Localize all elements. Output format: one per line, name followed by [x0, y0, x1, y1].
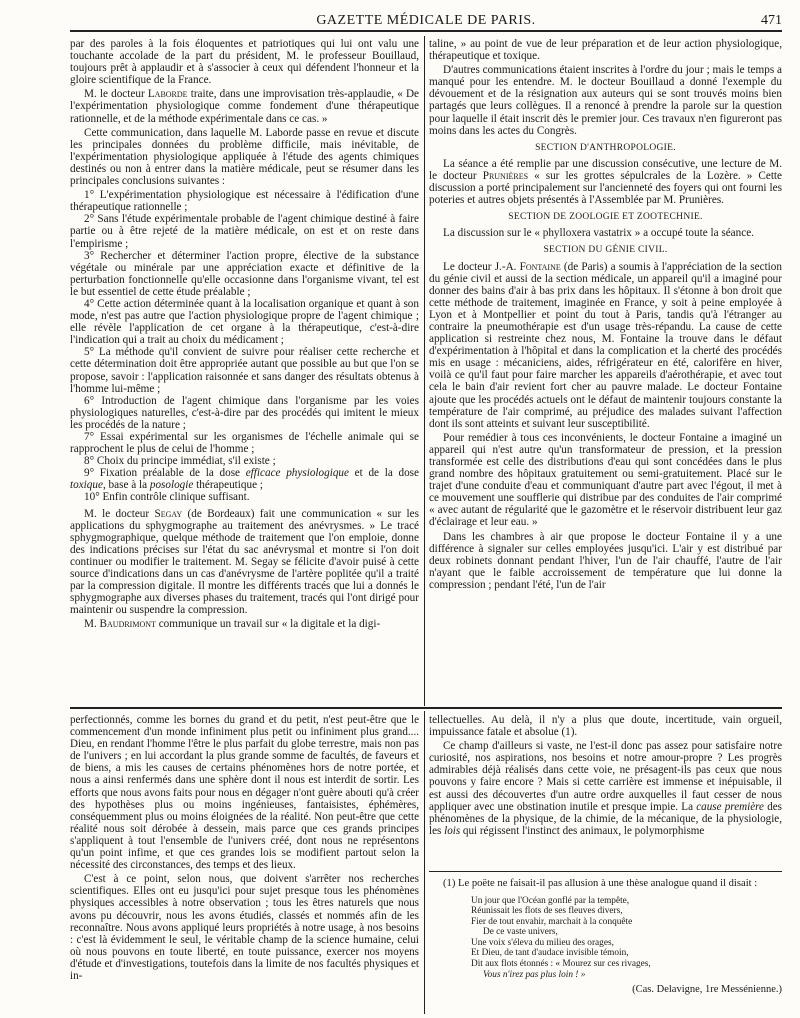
- list-item: 9° Fixation préalable de la dose efficace physiologique et de la dose toxique, base à la posologie thérapeutique ;: [70, 467, 419, 492]
- poem-line: Un jour que l'Océan gonflé par la tempête,: [471, 895, 630, 906]
- footnote-text: (1) Le poëte ne faisait-il pas allusion à une thèse analogue quand il disait :: [443, 878, 758, 889]
- poem-line: Une voix s'éleva du milieu des orages,: [471, 937, 614, 948]
- paragraph: perfectionnés, comme les bornes du grand et du petit, n'est peut-être que le commencement d'un monde infiniment plus petit ou infiniment plus grand.... Dieu, en rendant l'homme l'être le plus parfait du globe terrestre, mais non pas de l'univers ; en lui accordant la plus grande somme de facultés, de faveurs et de biens, a mis les causes de certains phénomènes hors de notre portée, et nous a ainsi renfermés dans une sphère dont il nous est interdit de sortir. Les efforts que nous avons faits pour nous en dégager n'ont guère abouti qu'à créer des hypothèses plus ou moins ingénieuses, fantaisistes, éphémères, conséquemment plus ou moins éloignées de la réalité. Non peut-être que cette réalité nous soit dérobée à dessein, mais parce que ces grands principes s'appliquent à tout l'ensemble de l'univers créé, dont nous ne représentons qu'un point infime, et que ces grandes lois se modifient partout selon la nécessité des circonstances, des temps et des lieux.: [70, 714, 419, 872]
- list-item: 8° Choix du principe immédiat, s'il existe ;: [84, 455, 276, 468]
- footnote-divider: [429, 871, 782, 872]
- list-item: 3° Rechercher et déterminer l'action propre, élective de la substance végétale ou minérale par une appréciation exacte et définitive de la perturbation fonctionnelle qu'elle occasionne dans l'organisme vivant, tel est le but essentiel de cette étude préalable ;: [70, 249, 419, 298]
- column-divider-bottom: [424, 711, 425, 1014]
- paragraph: M. Baudrimont communique un travail sur « la digitale et la digi-: [84, 618, 381, 631]
- paragraph: tellectuelles. Au delà, il n'y a plus que doute, incertitude, vain orgueil, impuissance fatale et absolue (1).: [429, 714, 782, 739]
- paragraph: Dans les chambres à air que propose le docteur Fontaine il y a une différence à signaler sur celles employées jusqu'ici. L'air y est distribué par deux robinets donnant pendant l'hiver, l'un de l'air chauffé, l'autre de l'air n'ayant que le faible accroissement de température que lui donne la compression ; pendant l'été, l'un de l'air: [429, 530, 782, 591]
- paragraph: taline, » au point de vue de leur préparation et de leur action physiologique, thérapeutique et toxique.: [429, 38, 782, 63]
- column-bottom-right: [429, 714, 782, 869]
- paragraph: M. le docteur Laborde traite, dans une improvisation très-applaudie, « De l'expérimentation physiologique comme fondement d'une thérapeutique rationnelle, et de la méthode expérimentale dans ce cas. »: [70, 88, 419, 125]
- list-item: 4° Cette action déterminée quant à la localisation organique et quant à son mode, n'est pas autre que l'action physiologique propre de l'agent chimique ; elle révèle l'application de cet organe à la thérapeutique, c'est-à-dire l'indication qui a trait au choix du médicament ;: [70, 297, 419, 347]
- section-divider: [70, 707, 782, 709]
- column-bottom-left: [70, 714, 419, 1014]
- poem-line: Vous n'irez pas plus loin ! »: [483, 969, 586, 980]
- paragraph: D'autres communications étaient inscrites à l'ordre du jour ; mais le temps a manqué pour les entendre. M. le docteur Bouillaud a donné l'exemple du dévouement et de la résignation aux auteurs qui se sont trouvés moins bien partagés que leurs collègues. Il a renoncé à prendre la parole sur la question pour laquelle il était inscrit dès le premier jour. Ces travaux n'en figureront pas moins dans les actes du Congrès.: [429, 64, 782, 137]
- section-heading: SECTION DU GÉNIE CIVIL.: [543, 245, 668, 256]
- paragraph: par des paroles à la fois éloquentes et patriotiques qui lui ont valu une touchante accolade de la part du président, M. le professeur Bouillaud, toujours prêt à applaudir et à s'associer à ceux qui défendent l'honneur et la gloire scientifique de la France.: [70, 38, 419, 87]
- paragraph: C'est à ce point, selon nous, que doivent s'arrêter nos recherches scientifiques. Elles ont eu jusqu'ici pour sujet presque tous les phénomènes physiques accessibles à notre observation ; tous les êtres naturels que nous avons pu découvrir, nous les avons étudiés, classés et nommés afin de les reconnaître. Nous avons appliqué leurs propriétés à notre usage, à nos besoins : c'est là évidemment le seul, le véritable champ de la science humaine, celui où nous pouvons en toute liberté, en toute puissance, exercer nos moyens d'étude et d'investigations, toutefois dans la limite de nos facultés physiques et in-: [70, 873, 419, 982]
- poem-line: Réunissait les flots de ses fleuves divers,: [471, 906, 623, 917]
- page-number: 471: [761, 13, 782, 28]
- author-name: J.-A. Fontaine: [494, 260, 561, 273]
- paragraph: Ce champ d'ailleurs si vaste, ne l'est-il donc pas assez pour satisfaire notre curiosité, nos aspirations, nos besoins et notre amour-propre ? Les progrès admirables déjà réalisés dans cette voie, ne présagent-ils pas ceux que nous pouvons y faire encore ? Mais si cette carrière est immense et inépuisable, il est aussi des découvertes d'un autre ordre auxquelles il faut cesser de nous appliquer avec une obstination inutile et presque impie. La cause première des phénomènes de la physique, de la chimie, de la mécanique, de la physiologie, les lois qui régissent l'instinct des animaux, le polymorphisme: [429, 740, 782, 837]
- author-name: Prunières: [482, 169, 529, 182]
- list-item: 5° La méthode qu'il convient de suivre pour réaliser cette recherche et cette détermination doit être appropriée autant que possible au but que l'on se propose, savoir : l'application raisonnée et sans danger des résultats obtenus à l'homme lui-même ;: [70, 346, 419, 395]
- list-item: 2° Sans l'étude expérimentale probable de l'agent chimique destiné à faire partie ou à être rejeté de la matière médicale, on est et on reste dans l'empirisme ;: [70, 213, 419, 250]
- poem-line: De ce vaste univers,: [483, 927, 558, 938]
- list-item: 6° Introduction de l'agent chimique dans l'organisme par les voies physiologiques naturelles, c'est-à-dire par des procédés qui imitent le mieux les procédés de la nature ;: [70, 394, 419, 431]
- journal-title: GAZETTE MÉDICALE DE PARIS.: [316, 13, 536, 28]
- section-heading: SECTION DE ZOOLOGIE ET ZOOTECHNIE.: [508, 212, 703, 223]
- paragraph: La séance a été remplie par une discussion consécutive, une lecture de M. le docteur Prunières « sur les grottes sépulcrales de la Lozère. » Cette discussion a porté principalement sur l'ancienneté des foyers qui ont fourni les poteries et autres objets présentés à l'Assemblée par M. Prunières.: [429, 157, 782, 207]
- poem-line: Et Dieu, de tant d'audace invisible témoin,: [471, 948, 629, 959]
- author-name: Baudrimont: [99, 618, 156, 631]
- poem-line: Fier de tout envahir, marchait à la conquête: [471, 916, 633, 927]
- list-item: 7° Essai expérimental sur les organismes de l'échelle animale qui se rapprochent le plus de celui de l'homme ;: [70, 431, 419, 456]
- paragraph: Cette communication, dans laquelle M. Laborde passe en revue et discute les principales données du problème difficile, mais inévitable, de l'expérimentation physiologique appliquée à l'étude des agents chimiques destinés ou non à entrer dans la matière médicale, peut se résumer dans les principales conclusions suivantes :: [70, 126, 419, 188]
- page-header: [70, 12, 782, 32]
- poem-attribution: (Cas. Delavigne, 1re Messénienne.): [632, 984, 782, 996]
- paragraph: La discussion sur le « phylloxera vastatrix » a occupé toute la séance.: [443, 227, 754, 240]
- author-name: Laborde: [147, 88, 188, 101]
- paragraph: M. le docteur Segay (de Bordeaux) fait une communication « sur les applications du sphygmographe au traitement des anévrysmes. » Le tracé sphygmographique, quelque méthode de traitement que l'on emploie, donne des indications précises sur l'état du sac anévrysmal et montre si l'on doit continuer ou modifier le traitement. M. Segay se félicite d'avoir puisé à cette source d'indications dans un cas d'anévrysme de l'artère poplitée qu'il a traité par la compression digitale. Il montre les différents tracés que lui a donnés le sphygmographe aux diverses phases du traitement, tracés qui l'ont dirigé pour maintenir ou suspendre la compression.: [70, 507, 419, 617]
- list-item: 1° L'expérimentation physiologique est nécessaire à l'édification d'une thérapeutique rationnelle ;: [70, 189, 419, 214]
- column-top-left: [70, 38, 419, 705]
- paragraph: Le docteur J.-A. Fontaine (de Paris) a soumis à l'appréciation de la section du génie civil et aussi de la section médicale, un appareil qu'il a imaginé pour donner des bains d'air à bas prix dans les hôpitaux. Il s'étonne à bon droit que cette méthode de traitement, imaginée en France, y soit à peine employée à Lyon et à Montpellier et point du tout à Paris, tandis qu'à l'étranger au contraire la pneumothérapie est d'un usage très-répandu. La cause de cette application si restreinte chez nous, M. Fontaine la trouve dans le défaut d'expérimentation à l'hôpital et dans la complication et la cherté des procédés mis en usage : mécaniciens, aides, réfrigérateur en été, calorifère en hiver, voilà ce qu'il faut pour faire marcher les appareils d'aérothérapie, et avec tout cela le bain d'air revient fort cher au pauvre malade. Le docteur Fontaine ajoute que les procédés actuels ont le défaut de maintenir toujours constante la température de l'air comprimé, au préjudice des malades suivant l'affection dont ils sont atteints et suivant leur susceptibilité.: [429, 260, 782, 430]
- list-item: 10° Enfin contrôle clinique suffisant.: [84, 491, 250, 504]
- poem: [471, 896, 782, 981]
- author-name: Segay: [154, 507, 183, 520]
- poem-line: Dit aux flots étonnés : « Mourez sur ces rivages,: [471, 959, 651, 970]
- footnote: [429, 878, 782, 1014]
- section-heading: SECTION D'ANTHROPOLOGIE.: [535, 142, 676, 153]
- paragraph: Pour remédier à tous ces inconvénients, le docteur Fontaine a imaginé un appareil qui n'est autre qu'un transformateur de pression, et la pression transformée est celle des distributions d'eau qui sont concédées dans le plus grand nombre des hôpitaux gratuitement ou semi-gratuitement. Placé sur le trajet d'une conduite d'eau et communiquant d'autre part avec l'égout, il met à ce mouvement une soufflerie qui distribue par des conduites de l'air comprimé « avec autant de régularité que le gazomètre et le réservoir distribuent leur gaz d'éclairage et leur eau. »: [429, 431, 782, 529]
- column-top-right: [429, 38, 782, 705]
- column-divider-top: [424, 36, 425, 706]
